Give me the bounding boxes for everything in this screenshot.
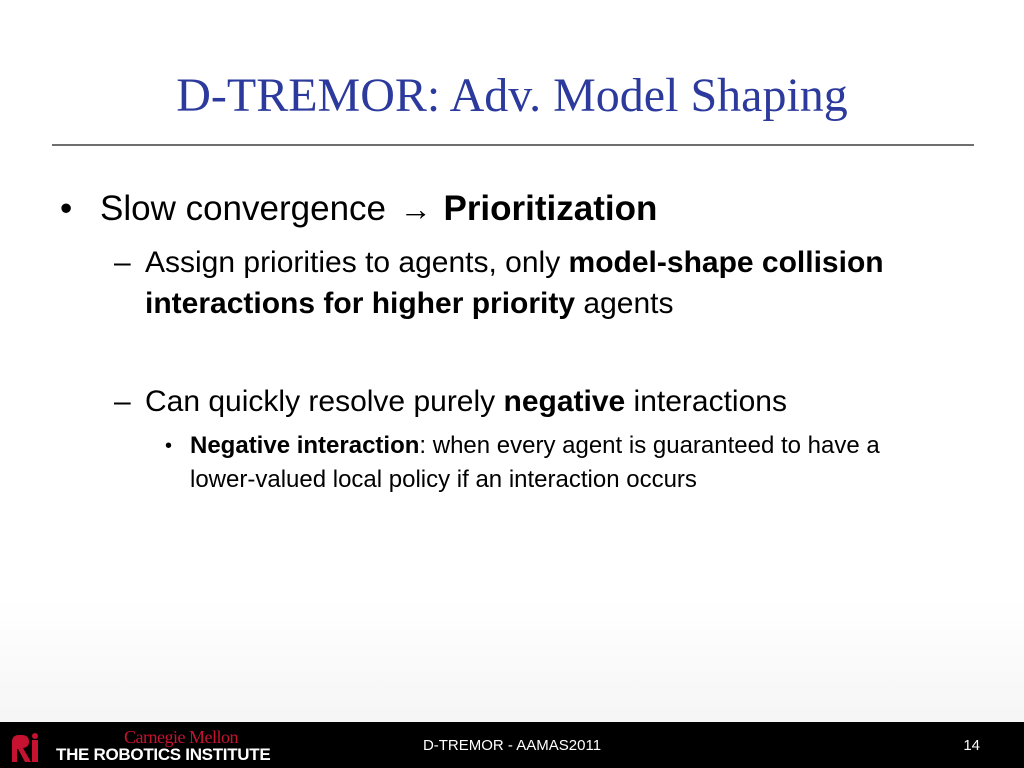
footer-text: D-TREMOR - AAMAS2011	[422, 737, 602, 754]
cmu-ri-logo	[6, 727, 271, 764]
arrow-right-icon: →	[399, 191, 432, 227]
footer-bar	[0, 722, 1024, 768]
bullet-marker: •	[60, 189, 73, 228]
bullet-text-bold: Negative interaction	[190, 432, 420, 459]
bullet-text-bold: model-shape collision interactions for higher priority	[145, 246, 884, 320]
bullet-text-plain: Slow convergence	[100, 189, 396, 228]
slide-title: D-TREMOR: Adv. Model Shaping	[176, 69, 848, 122]
page-number: 14	[963, 737, 980, 754]
bullet-text-plain-end: agents	[575, 287, 674, 320]
bullet-text	[145, 242, 905, 324]
dash-marker: –	[114, 385, 131, 418]
bullet-text-plain-end: interactions	[625, 385, 787, 418]
title-divider	[52, 144, 974, 146]
bullet-text-plain: : when every agent is guaranteed to have a lower-valued local policy if an interaction occurs	[190, 432, 880, 493]
bullet-text	[100, 186, 657, 232]
bullet-text-bold: Prioritization	[443, 189, 658, 228]
bullet-text	[190, 429, 925, 497]
bullet-text-bold: negative	[503, 385, 626, 418]
robotics-institute-mark-icon	[8, 732, 40, 764]
bullet-text	[145, 381, 905, 422]
bullet-text-plain: Assign priorities to agents, only	[145, 246, 569, 279]
cmu-wordmark: Carnegie Mellon	[124, 727, 238, 747]
bullet-text-plain: Can quickly resolve purely	[145, 385, 504, 418]
ri-wordmark: THE ROBOTICS INSTITUTE	[56, 745, 271, 764]
dash-marker: –	[114, 246, 131, 279]
bullet-marker: •	[165, 435, 173, 457]
